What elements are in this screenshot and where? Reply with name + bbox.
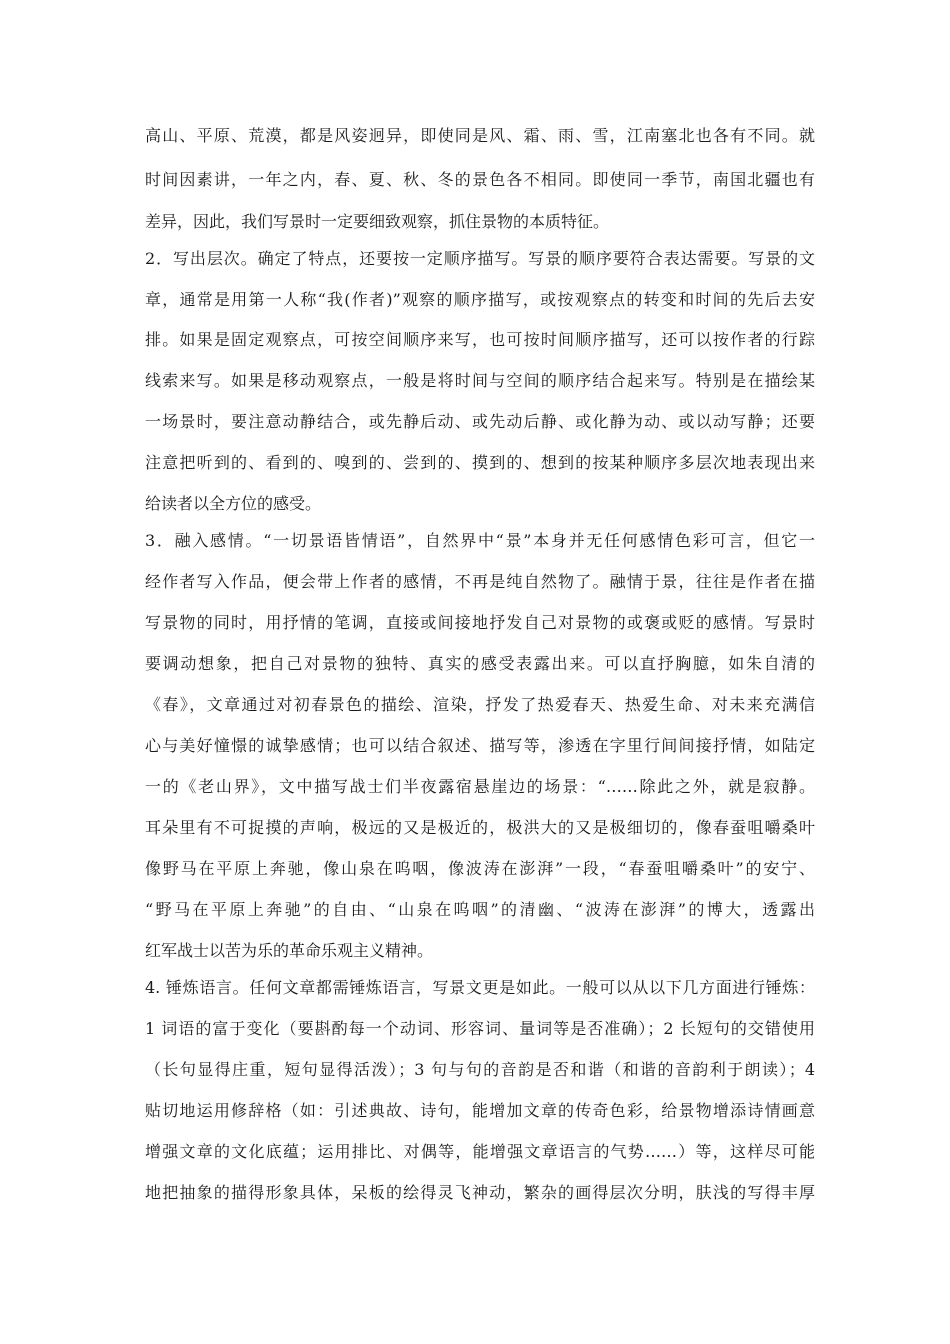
text-line: “野马在平原上奔驰”的自由、“山泉在呜咽”的清幽、“波涛在澎湃”的博大，透露出 xyxy=(145,900,815,919)
text-line: 《春》，文章通过对初春景色的描绘、渲染，抒发了热爱春天、热爱生命、对未来充满信 xyxy=(145,695,815,714)
text-line: 线索来写。如果是移动观察点，一般是将时间与空间的顺序结合起来写。特别是在描绘某 xyxy=(145,371,815,390)
text-line: 心与美好憧憬的诚挚感情；也可以结合叙述、描写等，渗透在字里行间间接抒情，如陆定 xyxy=(145,736,815,755)
text-line: 注意把听到的、看到的、嗅到的、尝到的、摸到的、想到的按某种顺序多层次地表现出来 xyxy=(145,453,815,472)
text-line: 要调动想象，把自己对景物的独特、真实的感受表露出来。可以直抒胸臆，如朱自清的 xyxy=(145,654,815,673)
text-line: 时间因素讲，一年之内，春、夏、秋、冬的景色各不相同。即使同一季节，南国北疆也有 xyxy=(145,170,815,189)
text-line: 1 词语的富于变化（要斟酌每一个动词、形容词、量词等是否准确）；2 长短句的交错使用 xyxy=(145,1019,815,1038)
text-line: 章，通常是用第一人称“我(作者)”观察的顺序描写，或按观察点的转变和时间的先后去安 xyxy=(145,290,815,309)
text-line: 经作者写入作品，便会带上作者的感情，不再是纯自然物了。融情于景，往往是作者在描 xyxy=(145,572,815,591)
text-line: 给读者以全方位的感受。 xyxy=(145,494,322,513)
text-line: 排。如果是固定观察点，可按空间顺序来写，也可按时间顺序描写，还可以按作者的行踪 xyxy=(145,330,815,349)
text-line: 红军战士以苦为乐的革命乐观主义精神。 xyxy=(145,941,434,960)
text-line: 2．写出层次。确定了特点，还要按一定顺序描写。写景的顺序要符合表达需要。写景的文 xyxy=(145,249,815,268)
text-line: 写景物的同时，用抒情的笔调，直接或间接地抒发自己对景物的或褒或贬的感情。写景时 xyxy=(145,613,815,632)
text-line: 像野马在平原上奔驰，像山泉在呜咽，像波涛在澎湃”一段，“春蚕咀嚼桑叶”的安宁、 xyxy=(145,859,815,878)
text-line: 差异，因此，我们写景时一定要细致观察，抓住景物的本质特征。 xyxy=(145,212,610,231)
text-line: 增强文章的文化底蕴；运用排比、对偶等，能增强文章语言的气势……）等，这样尽可能 xyxy=(145,1142,815,1161)
text-line: 一场景时，要注意动静结合，或先静后动、或先动后静、或化静为动、或以动写静；还要 xyxy=(145,412,815,431)
text-line: 一的《老山界》，文中描写战士们半夜露宿悬崖边的场景：“……除此之外，就是寂静。 xyxy=(145,777,815,796)
text-line: 高山、平原、荒漠，都是风姿迥异，即使同是风、霜、雨、雪，江南塞北也各有不同。就 xyxy=(145,126,815,145)
text-line: （长句显得庄重，短句显得活泼）；3 句与句的音韵是否和谐（和谐的音韵利于朗读）；4 xyxy=(145,1060,815,1079)
text-line: 耳朵里有不可捉摸的声响，极远的又是极近的，极洪大的又是极细切的，像春蚕咀嚼桑叶 xyxy=(145,818,815,837)
text-line: 4. 锤炼语言。任何文章都需锤炼语言，写景文更是如此。一般可以从以下几方面进行锤炼： xyxy=(145,978,815,997)
text-line: 3．融入感情。“一切景语皆情语”，自然界中“景”本身并无任何感情色彩可言，但它一 xyxy=(145,531,815,550)
text-line: 地把抽象的描得形象具体，呆板的绘得灵飞神动，繁杂的画得层次分明，肤浅的写得丰厚 xyxy=(145,1183,815,1202)
text-line: 贴切地运用修辞格（如：引述典故、诗句，能增加文章的传奇色彩，给景物增添诗情画意 xyxy=(145,1101,815,1120)
